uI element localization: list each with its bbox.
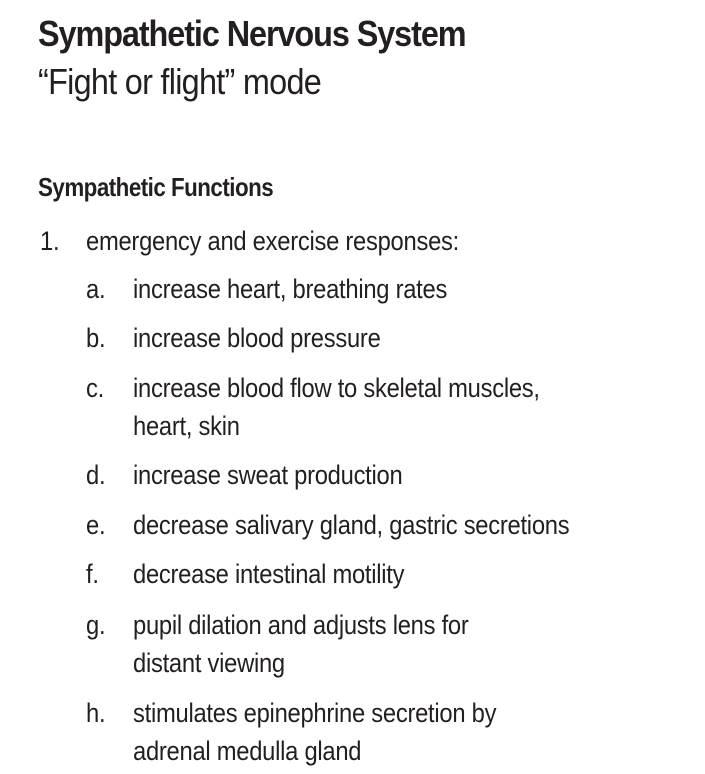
sub-item-text: increase blood flow to skeletal muscles, [133,373,540,403]
list-item-marker: 1. [40,226,60,256]
sub-item-text-continuation: heart, skin [133,411,240,441]
sub-item-marker: a. [86,274,106,304]
sub-item-text: increase blood pressure [133,323,381,353]
sub-item-marker: h. [86,698,106,728]
section-heading: Sympathetic Functions [38,172,274,202]
sub-item-marker: b. [86,323,106,353]
sub-item-marker: d. [86,460,106,490]
page-subtitle: “Fight or flight” mode [38,61,322,102]
sub-item-text: increase heart, breathing rates [133,274,448,304]
sub-item-text-continuation: adrenal medulla gland [133,736,362,766]
sub-item-marker: e. [86,510,106,540]
sub-item-marker: c. [86,373,104,403]
page-title: Sympathetic Nervous System [38,13,466,54]
sub-item-text-continuation: distant viewing [133,648,285,678]
list-item-text: emergency and exercise responses: [86,226,459,256]
sub-item-text: decrease intestinal motility [133,559,405,589]
sub-item-marker: f. [86,559,99,589]
sub-item-text: pupil dilation and adjusts lens for [133,610,469,640]
sub-item-text: increase sweat production [133,460,403,490]
sub-item-marker: g. [86,610,106,640]
sub-item-text: decrease salivary gland, gastric secretions [133,510,570,540]
sub-item-text: stimulates epinephrine secretion by [133,698,497,728]
